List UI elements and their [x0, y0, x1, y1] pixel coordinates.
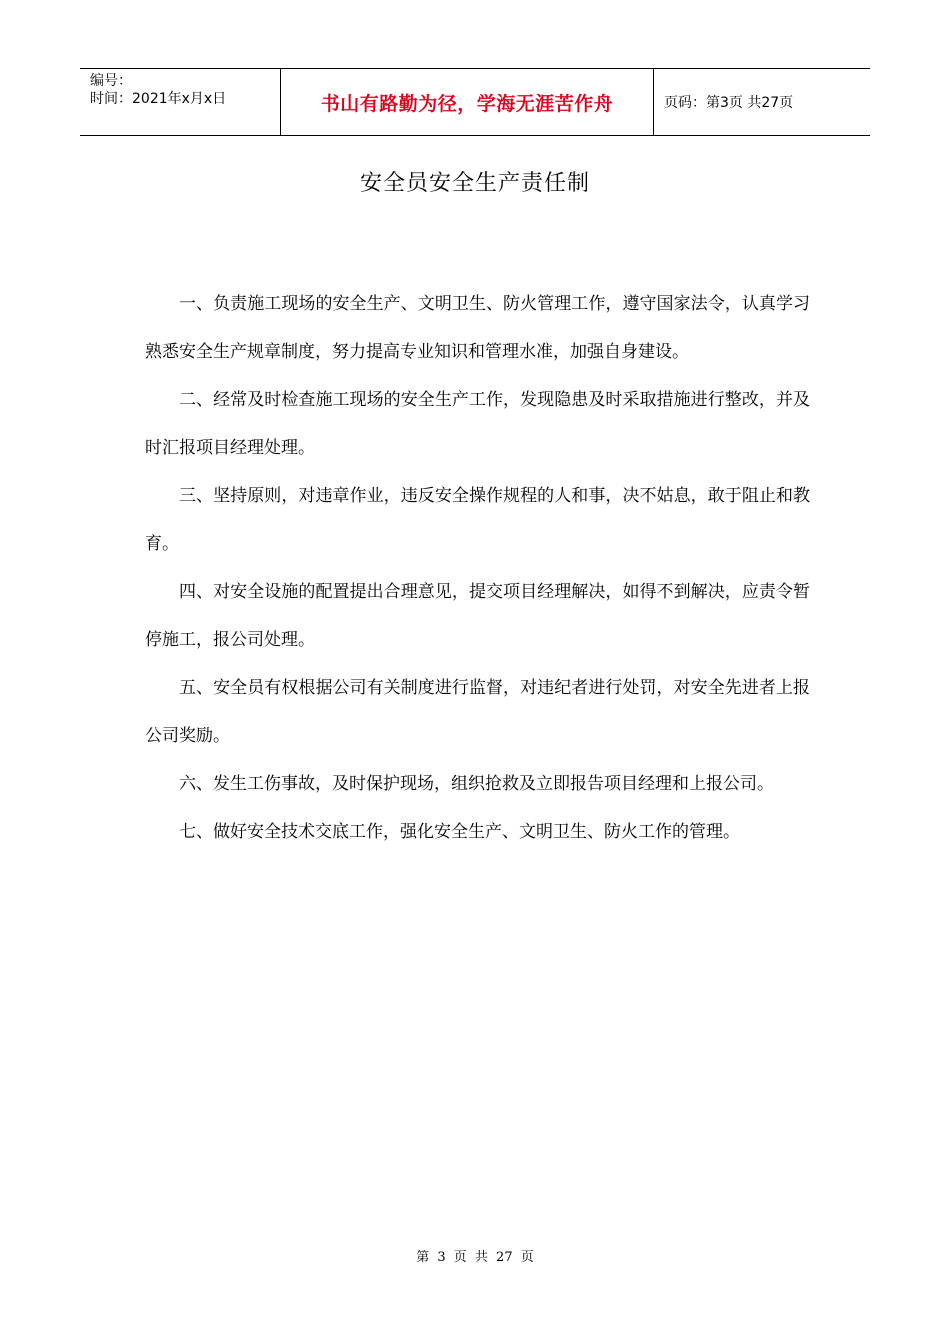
- clause-paragraph: 二、经常及时检查施工现场的安全生产工作，发现隐患及时采取措施进行整改，并及时汇报项目经理处理。: [145, 390, 810, 458]
- header-motto: 书山有路勤为径，学海无涯苦作舟: [320, 92, 614, 115]
- clause-paragraph: 七、做好安全技术交底工作，强化安全生产、文明卫生、防火工作的管理。: [179, 822, 740, 842]
- clause-paragraph: 六、发生工伤事故，及时保护现场，组织抢救及立即报告项目经理和上报公司。: [179, 774, 774, 794]
- document-title: 安全员安全生产责任制: [359, 171, 590, 196]
- header-page-info: 页码：第3页 共27页: [664, 95, 794, 111]
- clause-paragraph: 三、坚持原则，对违章作业，违反安全操作规程的人和事，决不姑息，敢于阻止和教育。: [145, 486, 810, 554]
- header-motto-cell: [281, 69, 654, 135]
- header-page-cell: [654, 69, 870, 135]
- clause-paragraph: 一、负责施工现场的安全生产、文明卫生、防火管理工作，遵守国家法令，认真学习熟悉安全生产规章制度，努力提高专业知识和管理水准，加强自身建设。: [145, 294, 810, 362]
- header-meta-cell: [80, 69, 281, 135]
- document-body: [145, 280, 810, 856]
- page-footer: 第 3 页 共 27 页: [416, 1250, 534, 1265]
- clause-paragraph: 四、对安全设施的配置提出合理意见，提交项目经理解决，如得不到解决，应责令暂停施工，报公司处理。: [145, 582, 810, 650]
- clause-paragraph: 五、安全员有权根据公司有关制度进行监督，对违纪者进行处罚，对安全先进者上报公司奖励。: [145, 678, 810, 746]
- document-number-label: 编号：: [90, 73, 132, 89]
- document-header: [80, 68, 870, 136]
- document-time-label: 时间：2021年x月x日: [90, 91, 227, 107]
